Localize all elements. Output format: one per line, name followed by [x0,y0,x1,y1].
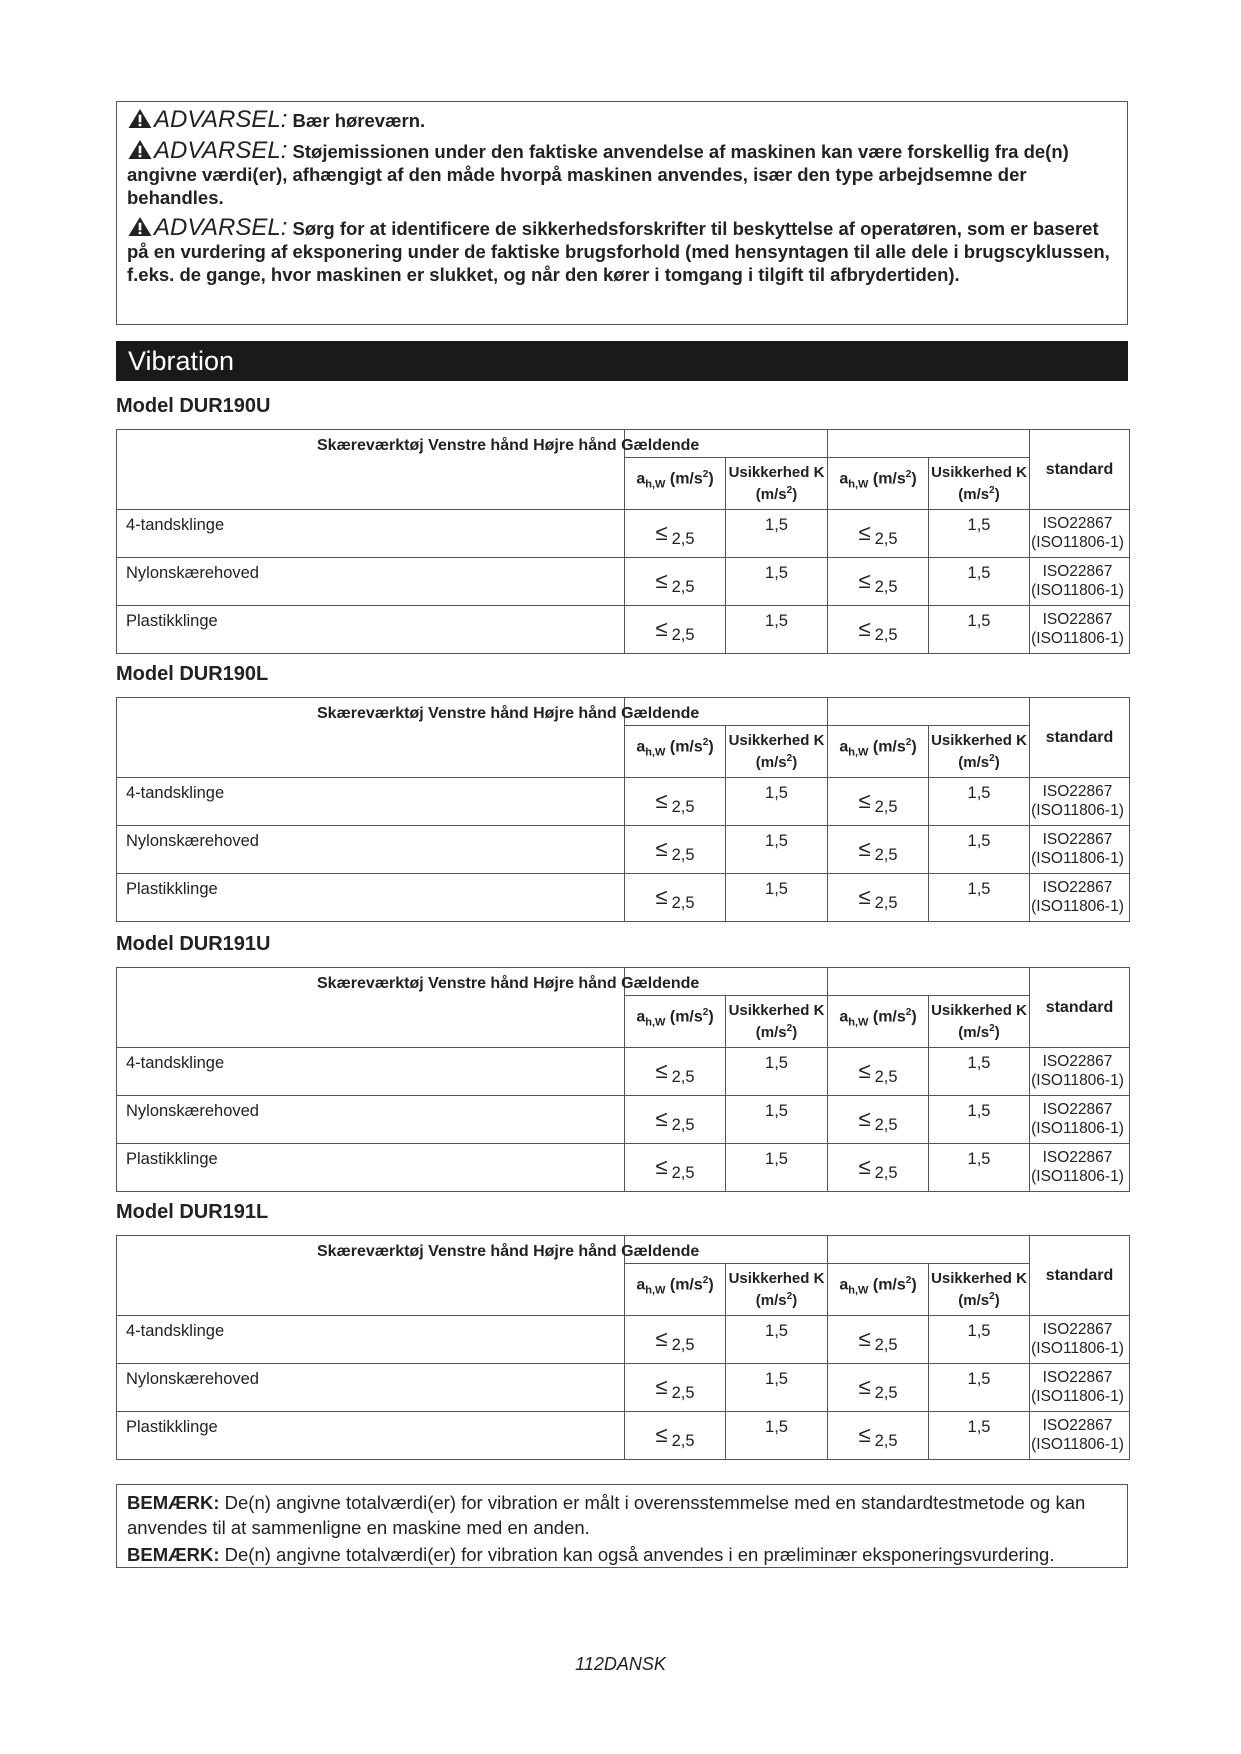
standard-cell [1030,606,1130,654]
left-hand-uncertainty: 1,5 [726,826,828,874]
standard-secondary: (ISO11806-1) [1031,1120,1124,1137]
uncertainty-unit-exponent: 2 [989,753,995,764]
ahw-subscript: h,W [848,1284,869,1297]
note-2 [127,1542,1117,1567]
table-row [117,606,1130,654]
uncertainty-unit: (m/s [755,486,787,503]
table-header-row [117,698,1130,726]
value-number: 2,5 [874,1432,898,1450]
uncertainty-label: Usikkerhed K [728,1002,825,1019]
right-hand-uncertainty: 1,5 [929,558,1030,606]
right-hand-value [828,606,929,654]
tool-name: 4-tandsklinge [117,510,625,558]
less-equal-sign: ≤ [858,884,871,909]
standard-cell [1030,778,1130,826]
tool-name: 4-tandsklinge [117,1316,625,1364]
value-number: 2,5 [671,1068,695,1086]
ahw-unit-close: ) [708,1276,714,1294]
right-hand-uncertainty: 1,5 [929,874,1030,922]
uncertainty-unit-close: ) [792,1292,798,1309]
right-hand-value [828,558,929,606]
standard-secondary: (ISO11806-1) [1031,850,1124,867]
less-equal-sign: ≤ [655,616,668,641]
tool-name: Nylonskærehoved [117,826,625,874]
standard-secondary: (ISO11806-1) [1031,1072,1124,1089]
standard-cell [1030,826,1130,874]
right-hand-uncertainty: 1,5 [929,1144,1030,1192]
uncertainty-header [726,726,828,778]
ahw-symbol: a [839,1276,849,1294]
left-hand-uncertainty: 1,5 [726,1316,828,1364]
uncertainty-unit: (m/s [958,754,990,771]
ahw-unit-exponent: 2 [702,737,709,748]
right-hand-group-header [828,1236,1030,1264]
table-row [117,1316,1130,1364]
standard-secondary: (ISO11806-1) [1031,582,1124,599]
ahw-unit: (m/s [669,1276,703,1294]
ahw-symbol: a [839,738,849,756]
right-hand-uncertainty: 1,5 [929,1048,1030,1096]
left-hand-uncertainty: 1,5 [726,1048,828,1096]
standard-header: standard [1030,1236,1130,1316]
ahw-unit: (m/s [872,1276,906,1294]
left-hand-value [625,558,726,606]
table-row [117,1096,1130,1144]
value-number: 2,5 [874,1068,898,1086]
left-hand-value [625,826,726,874]
right-hand-group-header [828,698,1030,726]
header-merged-label: Skæreværktøj Venstre hånd Højre hånd Gældende [317,975,700,992]
ahw-unit-exponent: 2 [905,1275,912,1286]
standard-primary: ISO22867 [1042,563,1113,580]
tool-name: Plastikklinge [117,1412,625,1460]
vibration-table [116,429,1130,654]
warning-noise [127,139,1117,209]
left-hand-value [625,778,726,826]
warning-text: Bær høreværn. [292,110,426,131]
less-equal-sign: ≤ [858,1326,871,1351]
ahw-unit-close: ) [708,1008,714,1026]
ahw-header [828,1264,929,1316]
ahw-subscript: h,W [645,478,666,491]
ahw-subscript: h,W [645,1284,666,1297]
value-number: 2,5 [874,1384,898,1402]
ahw-symbol: a [636,738,646,756]
value-number: 2,5 [874,894,898,912]
note-1 [127,1490,1117,1540]
uncertainty-unit-close: ) [792,1024,798,1041]
uncertainty-label: Usikkerhed K [728,1270,825,1287]
uncertainty-header [929,1264,1030,1316]
ahw-symbol: a [636,1008,646,1026]
warning-triangle-icon [127,139,153,160]
standard-primary: ISO22867 [1042,1101,1113,1118]
less-equal-sign: ≤ [655,1326,668,1351]
uncertainty-label: Usikkerhed K [931,732,1027,749]
note-box [116,1484,1128,1568]
header-merged-label: Skæreværktøj Venstre hånd Højre hånd Gældende [317,1243,700,1260]
standard-secondary: (ISO11806-1) [1031,802,1124,819]
less-equal-sign: ≤ [655,884,668,909]
tool-name: Plastikklinge [117,1144,625,1192]
model-title: Model DUR190L [116,663,269,685]
right-hand-uncertainty: 1,5 [929,510,1030,558]
uncertainty-label: Usikkerhed K [931,1270,1027,1287]
value-number: 2,5 [874,530,898,548]
right-hand-group-header [828,968,1030,996]
right-hand-uncertainty: 1,5 [929,778,1030,826]
page-language: DANSK [603,1654,666,1674]
warning-box [116,101,1128,325]
right-hand-uncertainty: 1,5 [929,1096,1030,1144]
less-equal-sign: ≤ [858,788,871,813]
standard-primary: ISO22867 [1042,1369,1113,1386]
warning-label: ADVARSEL: [154,106,288,133]
left-hand-uncertainty: 1,5 [726,510,828,558]
model-title: Model DUR191L [116,1201,269,1223]
ahw-header [828,996,929,1048]
warning-text: Støjemissionen under den faktiske anvendelse af maskinen kan være forskellig fra de(n) angivne værdi(er), afhængigt af den måde hvorpå maskinen anvendes, især den type arbejdsemne der behandles. [127,141,1069,208]
right-hand-uncertainty: 1,5 [929,826,1030,874]
vibration-table [116,697,1130,922]
uncertainty-unit-close: ) [994,1292,1000,1309]
less-equal-sign: ≤ [655,1106,668,1131]
model-title: Model DUR191U [116,933,271,955]
left-hand-value [625,1144,726,1192]
page-number: 112 [575,1654,604,1674]
value-number: 2,5 [671,578,695,596]
standard-primary: ISO22867 [1042,611,1113,628]
value-number: 2,5 [874,1116,898,1134]
table-row [117,874,1130,922]
vibration-table [116,1235,1130,1460]
ahw-unit-exponent: 2 [905,469,912,480]
standard-primary: ISO22867 [1042,1053,1113,1070]
ahw-unit-close: ) [911,1276,917,1294]
uncertainty-unit-exponent: 2 [786,1291,793,1302]
standard-header: standard [1030,968,1130,1048]
value-number: 2,5 [671,1384,695,1402]
value-number: 2,5 [671,1116,695,1134]
ahw-unit-close: ) [708,470,714,488]
tool-name: Plastikklinge [117,874,625,922]
table-header-row [117,968,1130,996]
uncertainty-label: Usikkerhed K [728,464,825,481]
less-equal-sign: ≤ [858,1106,871,1131]
value-number: 2,5 [671,846,695,864]
table-row [117,826,1130,874]
right-hand-value [828,1364,929,1412]
value-number: 2,5 [671,1432,695,1450]
table-row [117,1364,1130,1412]
uncertainty-unit-exponent: 2 [989,1291,995,1302]
table-row [117,510,1130,558]
less-equal-sign: ≤ [858,836,871,861]
standard-header: standard [1030,430,1130,510]
uncertainty-unit-close: ) [994,486,1000,503]
table-header-row [117,430,1130,458]
ahw-symbol: a [636,470,646,488]
warning-label: ADVARSEL: [154,214,288,241]
standard-cell [1030,558,1130,606]
ahw-subscript: h,W [848,478,869,491]
header-merged-label: Skæreværktøj Venstre hånd Højre hånd Gældende [317,705,700,722]
page-footer [0,1654,1241,1675]
less-equal-sign: ≤ [858,1154,871,1179]
right-hand-value [828,874,929,922]
standard-primary: ISO22867 [1042,1149,1113,1166]
ahw-header [828,726,929,778]
ahw-unit-exponent: 2 [702,1007,709,1018]
standard-cell [1030,1096,1130,1144]
ahw-unit-exponent: 2 [905,1007,912,1018]
value-number: 2,5 [671,798,695,816]
ahw-header [625,1264,726,1316]
uncertainty-label: Usikkerhed K [931,464,1027,481]
tool-name: Nylonskærehoved [117,558,625,606]
less-equal-sign: ≤ [655,1154,668,1179]
header-merged-label: Skæreværktøj Venstre hånd Højre hånd Gældende [317,437,700,454]
left-hand-uncertainty: 1,5 [726,1144,828,1192]
standard-primary: ISO22867 [1042,783,1113,800]
uncertainty-unit: (m/s [755,1292,787,1309]
value-number: 2,5 [671,1164,695,1182]
standard-secondary: (ISO11806-1) [1031,1340,1124,1357]
right-hand-value [828,1048,929,1096]
note-text: De(n) angivne totalværdi(er) for vibration er målt i overensstemmelse med en standardtestmetode og kan anvendes til at sammenligne en maskine med en anden. [127,1492,1086,1538]
right-hand-value [828,1144,929,1192]
right-hand-group-header [828,430,1030,458]
uncertainty-label: Usikkerhed K [931,1002,1027,1019]
standard-secondary: (ISO11806-1) [1031,534,1124,551]
ahw-symbol: a [636,1276,646,1294]
uncertainty-header [929,458,1030,510]
table-row [117,1144,1130,1192]
standard-header: standard [1030,698,1130,778]
table-row [117,1048,1130,1096]
right-hand-value [828,1096,929,1144]
uncertainty-header [929,996,1030,1048]
uncertainty-unit: (m/s [958,1292,990,1309]
uncertainty-unit: (m/s [755,1024,787,1041]
less-equal-sign: ≤ [858,1422,871,1447]
standard-primary: ISO22867 [1042,1417,1113,1434]
left-hand-value [625,510,726,558]
ahw-subscript: h,W [848,1016,869,1029]
less-equal-sign: ≤ [858,568,871,593]
value-number: 2,5 [671,894,695,912]
standard-secondary: (ISO11806-1) [1031,1436,1124,1453]
less-equal-sign: ≤ [655,1374,668,1399]
tool-name: Nylonskærehoved [117,1364,625,1412]
tool-name: Nylonskærehoved [117,1096,625,1144]
value-number: 2,5 [671,1336,695,1354]
left-hand-value [625,606,726,654]
less-equal-sign: ≤ [655,1058,668,1083]
warning-text: Sørg for at identificere de sikkerhedsforskrifter til beskyttelse af operatøren, som er baseret på en vurdering af eksponering under de faktiske brugsforhold (med hensyntagen til alle dele i brugscyklussen, f.eks. de gange, hvor maskinen er slukket, og når den kører i tomgang i tilgift til afbrydertiden). [127,218,1110,285]
note-text: De(n) angivne totalværdi(er) for vibration kan også anvendes i en præliminær eksponeringsvurdering. [224,1544,1055,1565]
uncertainty-unit-exponent: 2 [786,485,793,496]
standard-cell [1030,1412,1130,1460]
ahw-unit-exponent: 2 [905,737,912,748]
uncertainty-header [726,996,828,1048]
ahw-symbol: a [839,1008,849,1026]
ahw-header [625,726,726,778]
ahw-unit-close: ) [911,1008,917,1026]
less-equal-sign: ≤ [655,568,668,593]
left-hand-uncertainty: 1,5 [726,874,828,922]
ahw-subscript: h,W [848,746,869,759]
less-equal-sign: ≤ [655,1422,668,1447]
ahw-header [828,458,929,510]
section-title: Vibration [116,341,1128,381]
standard-cell [1030,510,1130,558]
less-equal-sign: ≤ [655,788,668,813]
standard-secondary: (ISO11806-1) [1031,1388,1124,1405]
uncertainty-header [726,458,828,510]
uncertainty-unit-close: ) [792,754,798,771]
right-hand-uncertainty: 1,5 [929,606,1030,654]
left-hand-uncertainty: 1,5 [726,606,828,654]
standard-primary: ISO22867 [1042,1321,1113,1338]
standard-cell [1030,1316,1130,1364]
left-hand-uncertainty: 1,5 [726,1412,828,1460]
value-number: 2,5 [874,1164,898,1182]
ahw-unit-close: ) [911,470,917,488]
standard-cell [1030,1048,1130,1096]
value-number: 2,5 [874,798,898,816]
standard-primary: ISO22867 [1042,515,1113,532]
uncertainty-unit-exponent: 2 [989,485,995,496]
right-hand-uncertainty: 1,5 [929,1364,1030,1412]
right-hand-uncertainty: 1,5 [929,1412,1030,1460]
note-label: BEMÆRK: [127,1544,220,1565]
ahw-unit: (m/s [669,470,703,488]
table-row [117,778,1130,826]
uncertainty-unit-close: ) [994,754,1000,771]
uncertainty-unit-exponent: 2 [786,1023,793,1034]
left-hand-uncertainty: 1,5 [726,1364,828,1412]
warning-label: ADVARSEL: [154,137,288,164]
less-equal-sign: ≤ [655,836,668,861]
tool-name: 4-tandsklinge [117,778,625,826]
right-hand-value [828,826,929,874]
ahw-unit: (m/s [872,470,906,488]
left-hand-uncertainty: 1,5 [726,778,828,826]
ahw-unit-exponent: 2 [702,1275,709,1286]
uncertainty-unit-close: ) [792,486,798,503]
uncertainty-header [929,726,1030,778]
ahw-header [625,996,726,1048]
left-hand-value [625,1048,726,1096]
warning-triangle-icon [127,216,153,237]
ahw-unit: (m/s [872,1008,906,1026]
uncertainty-header [726,1264,828,1316]
right-hand-value [828,1412,929,1460]
standard-primary: ISO22867 [1042,879,1113,896]
model-title: Model DUR190U [116,395,271,417]
right-hand-value [828,1316,929,1364]
ahw-subscript: h,W [645,746,666,759]
ahw-subscript: h,W [645,1016,666,1029]
ahw-unit: (m/s [669,738,703,756]
less-equal-sign: ≤ [858,520,871,545]
ahw-unit: (m/s [669,1008,703,1026]
note-label: BEMÆRK: [127,1492,220,1513]
uncertainty-label: Usikkerhed K [728,732,825,749]
table-row [117,558,1130,606]
ahw-unit: (m/s [872,738,906,756]
left-hand-value [625,1364,726,1412]
vibration-table [116,967,1130,1192]
less-equal-sign: ≤ [858,1374,871,1399]
standard-secondary: (ISO11806-1) [1031,630,1124,647]
uncertainty-unit: (m/s [958,486,990,503]
standard-secondary: (ISO11806-1) [1031,1168,1124,1185]
tool-name: Plastikklinge [117,606,625,654]
table-row [117,1412,1130,1460]
left-hand-value [625,874,726,922]
standard-cell [1030,874,1130,922]
warning-triangle-icon [127,108,153,129]
right-hand-uncertainty: 1,5 [929,1316,1030,1364]
less-equal-sign: ≤ [858,616,871,641]
warning-hearing [127,108,1117,132]
warning-safety [127,216,1117,286]
table-header-row [117,1236,1130,1264]
value-number: 2,5 [671,626,695,644]
uncertainty-unit-close: ) [994,1024,1000,1041]
standard-primary: ISO22867 [1042,831,1113,848]
left-hand-uncertainty: 1,5 [726,1096,828,1144]
uncertainty-unit: (m/s [755,754,787,771]
less-equal-sign: ≤ [858,1058,871,1083]
uncertainty-unit-exponent: 2 [786,753,793,764]
uncertainty-unit-exponent: 2 [989,1023,995,1034]
value-number: 2,5 [874,578,898,596]
left-hand-value [625,1412,726,1460]
tool-name: 4-tandsklinge [117,1048,625,1096]
left-hand-uncertainty: 1,5 [726,558,828,606]
standard-secondary: (ISO11806-1) [1031,898,1124,915]
value-number: 2,5 [874,626,898,644]
ahw-unit-exponent: 2 [702,469,709,480]
standard-cell [1030,1144,1130,1192]
value-number: 2,5 [874,1336,898,1354]
value-number: 2,5 [671,530,695,548]
left-hand-value [625,1316,726,1364]
uncertainty-unit: (m/s [958,1024,990,1041]
left-hand-value [625,1096,726,1144]
ahw-header [625,458,726,510]
standard-cell [1030,1364,1130,1412]
ahw-unit-close: ) [708,738,714,756]
less-equal-sign: ≤ [655,520,668,545]
right-hand-value [828,778,929,826]
value-number: 2,5 [874,846,898,864]
right-hand-value [828,510,929,558]
ahw-unit-close: ) [911,738,917,756]
ahw-symbol: a [839,470,849,488]
